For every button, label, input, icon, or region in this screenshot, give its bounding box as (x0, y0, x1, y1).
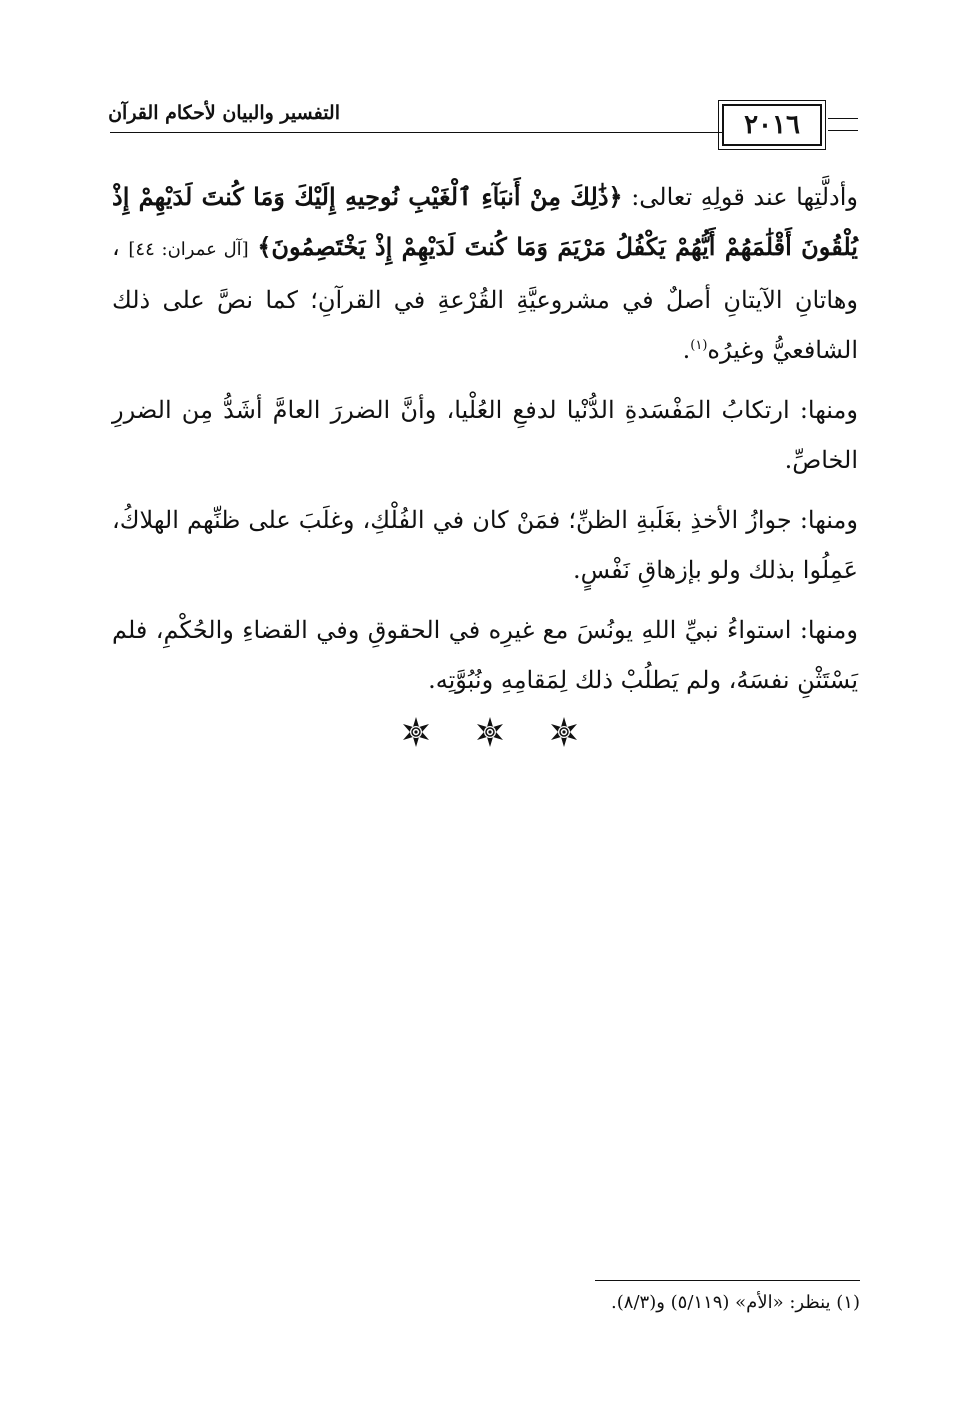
paragraph (112, 172, 858, 375)
header-rule-right (828, 118, 858, 119)
floral-star-ornament-icon (474, 716, 506, 748)
section-separator (400, 712, 580, 752)
page-number: ٢٠١٦ (722, 104, 822, 146)
paragraph-end: . (682, 336, 691, 364)
verse-citation: [آل عمران: ٤٤] (128, 239, 249, 260)
floral-star-ornament-icon (548, 716, 580, 748)
running-title: التفسير والبيان لأحكام القرآن (108, 102, 340, 124)
floral-star-ornament-icon (400, 716, 432, 748)
paragraph-text: ، وهاتانِ الآيتانِ أصلٌ في مشروعيَّةِ القُرْعةِ في القرآنِ؛ كما نصَّ على ذلك الشافعيُّ وغيرُه (112, 233, 858, 364)
main-text (112, 172, 858, 715)
paragraph: ومنها: استواءُ نبيِّ اللهِ يونُسَ مع غيرِه في الحقوقِ وفي القضاءِ والحُكْمِ، فلم يَسْتَثْنِ نفسَهُ، ولم يَطلُبْ ذلك لِمَقامِهِ ونُبُوَّتِه. (112, 616, 858, 694)
footnote-number: (١) (836, 1292, 860, 1313)
footnote-reference[interactable]: (١) (690, 338, 708, 353)
header-rule-right (828, 130, 858, 131)
header-rule (110, 132, 722, 133)
footnote-separator (595, 1280, 860, 1281)
footnote (300, 1288, 860, 1318)
page-header (110, 96, 858, 156)
quran-verse: ﴿ذَٰلِكَ مِنْ أَنبَآءِ ٱلْغَيْبِ نُوحِيهِ إِلَيْكَ وَمَا كُنتَ لَدَيْهِمْ إِذْ يُلْقُونَ أَقْلَٰمَهُمْ أَيُّهُمْ يَكْفُلُ مَرْيَمَ وَمَا كُنتَ لَدَيْهِمْ إِذْ يَخْتَصِمُونَ﴾ (112, 182, 858, 261)
paragraph-intro: وأدلَّتِها عند قولِهِ تعالى: (622, 183, 859, 211)
paragraph: ومنها: جوازُ الأخذِ بغَلَبةِ الظنِّ؛ فمَنْ كان في الفُلْكِ، وغلَبَ على ظنِّهم الهلاكُ، عَمِلُوا بذلك ولو بإزهاقِ نَفْسٍ. (112, 506, 858, 584)
footnote-text: ينظر: «الأم» (٥/١١٩) و(٨/٣). (611, 1292, 831, 1313)
paragraph: ومنها: ارتكابُ المَفْسَدةِ الدُّنْيا لدفعِ العُلْيا، وأنَّ الضررَ العامَّ أشَدُّ مِن الضررِ الخاصِّ. (112, 396, 858, 474)
